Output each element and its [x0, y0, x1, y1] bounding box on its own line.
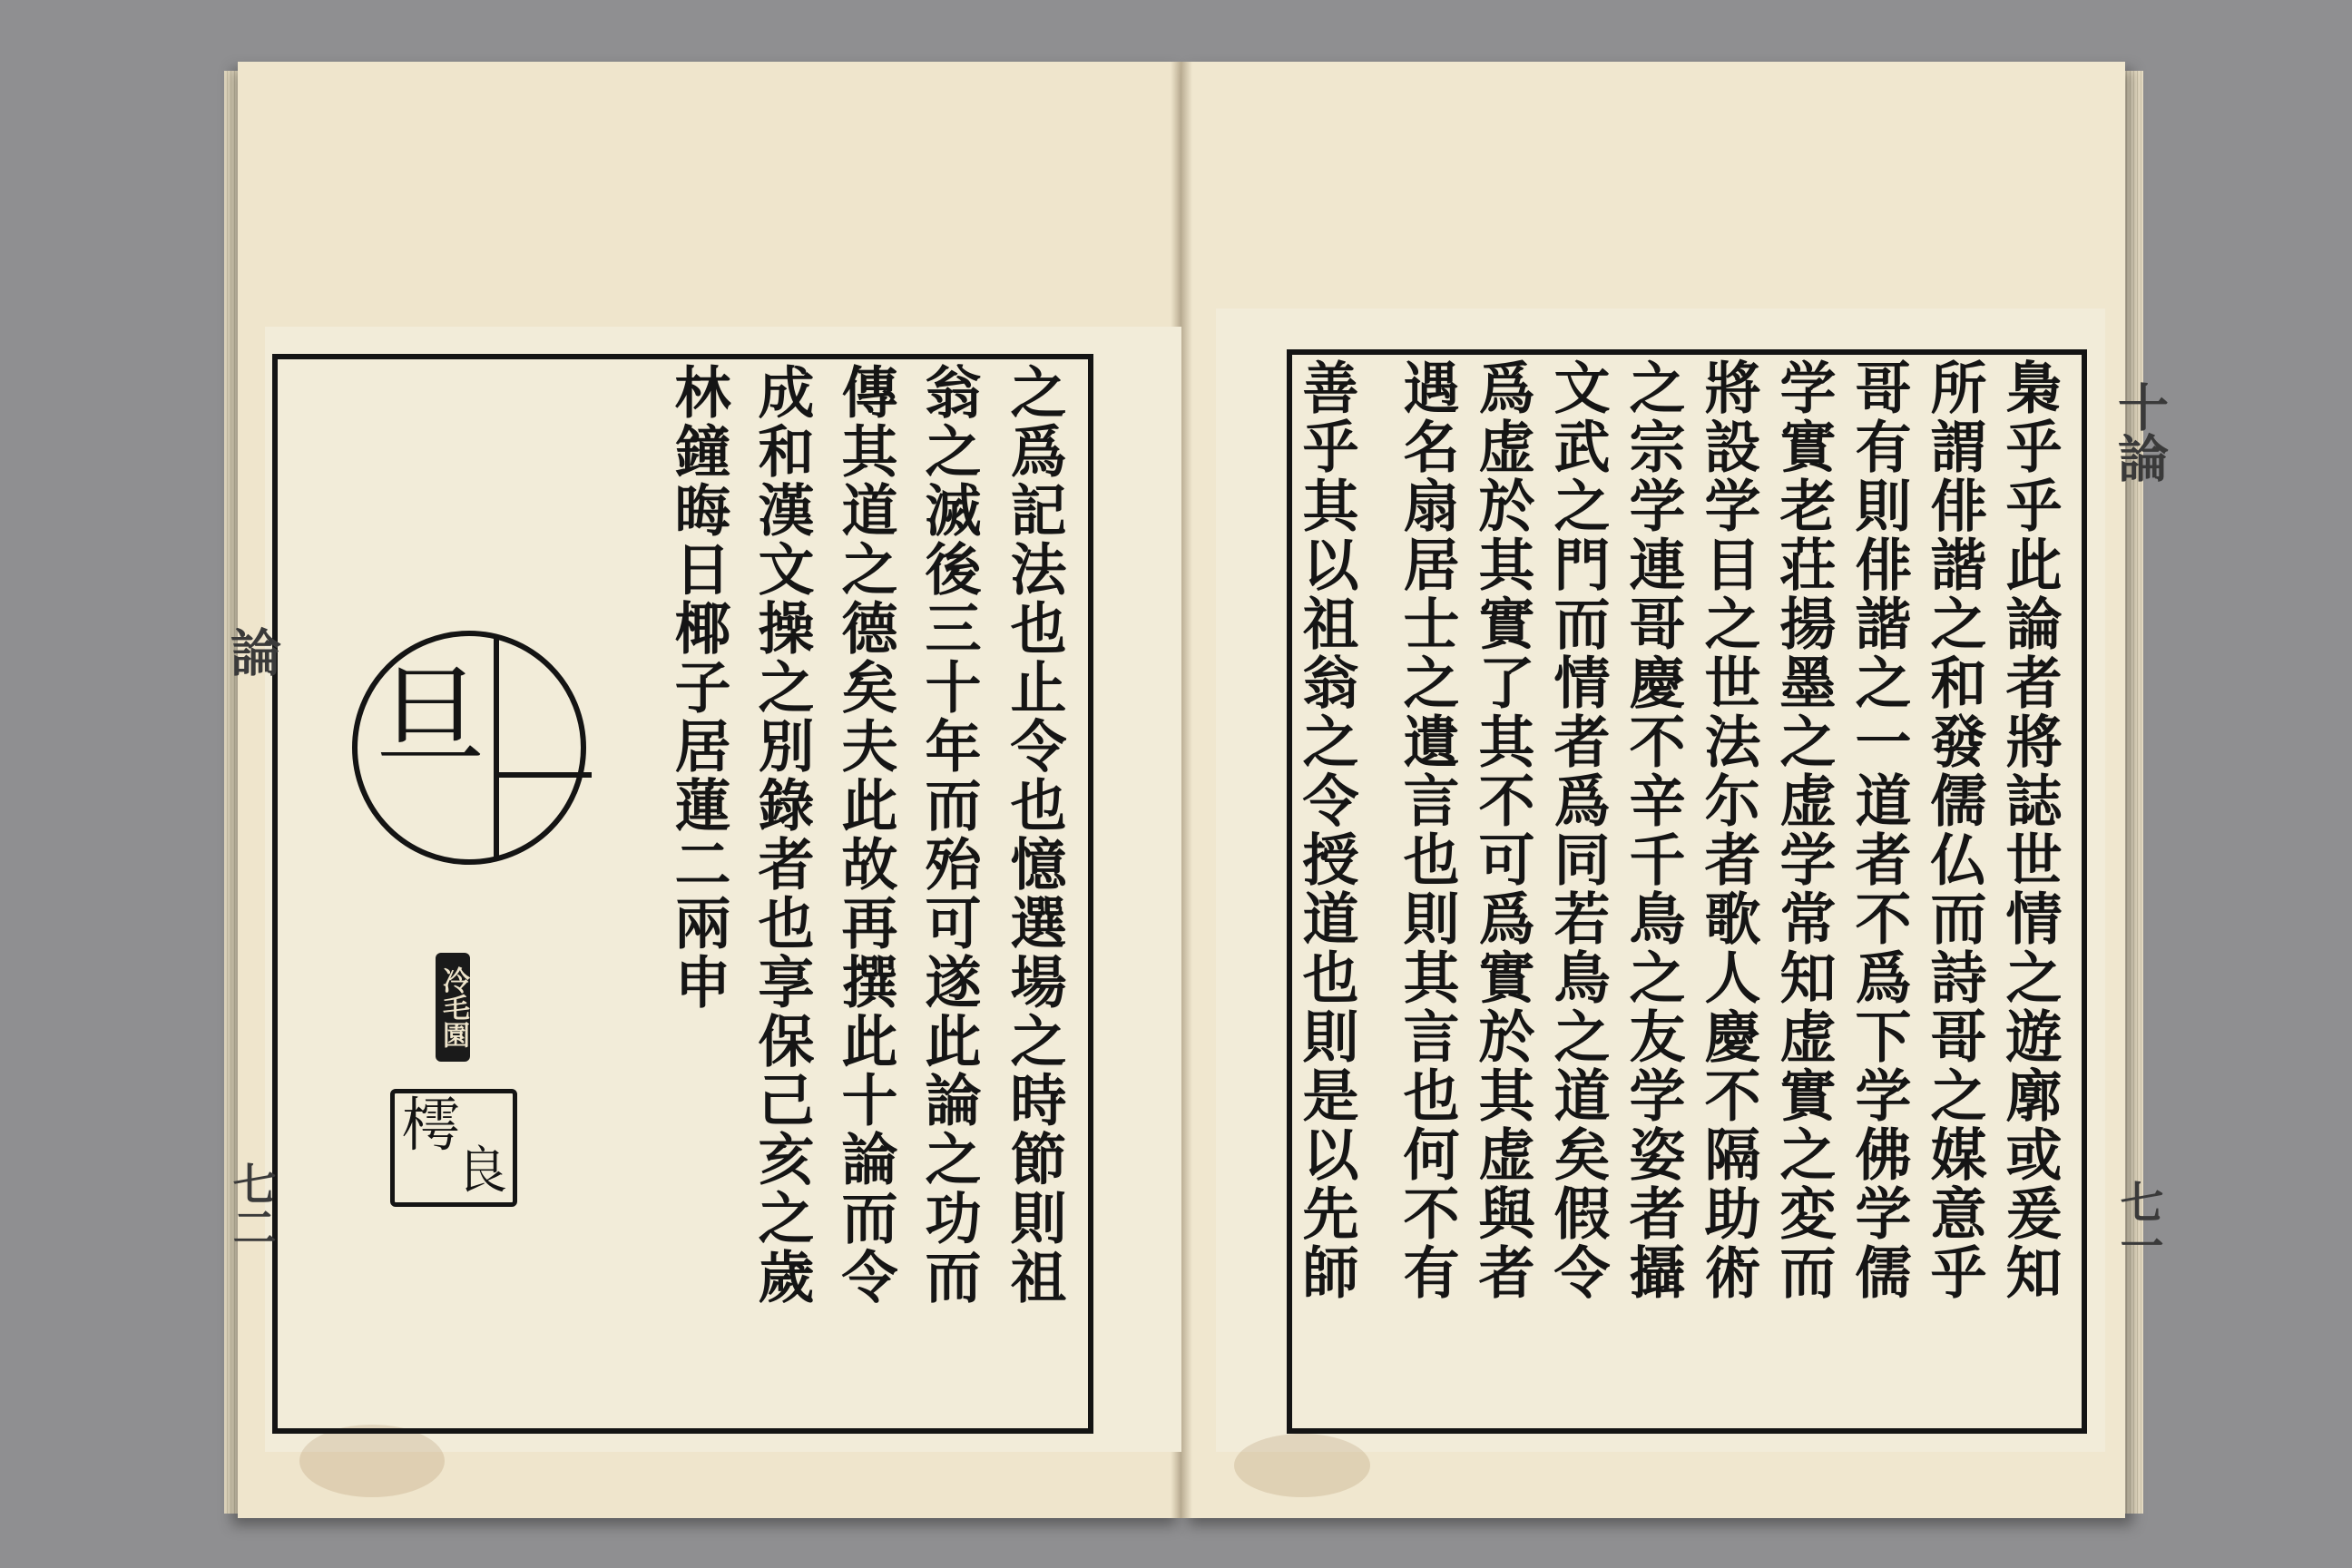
- right-text-column-2: 所謂俳諧之和發儒仏而詩哥之媒意乎: [1921, 358, 1987, 1302]
- seal-square-glyph: 樗: [402, 1093, 460, 1160]
- stain: [1234, 1434, 1370, 1497]
- right-text-column-4: 学實老荘揚墨之虚学常知虚實之変而: [1770, 358, 1837, 1302]
- right-text-column-9: 遇名扇居士之遺言也則其言也何不有: [1394, 358, 1460, 1302]
- right-text-column-10: 善乎其以祖翁之令授道也則是以先師: [1293, 358, 1359, 1302]
- right-margin-title: 十論: [2110, 381, 2170, 483]
- left-text-column-4: 成和漢文操之別錄者也享保己亥之歲: [749, 363, 815, 1307]
- right-text-column-3: 哥有則俳諧之一道者不爲下学佛学儒: [1846, 358, 1912, 1302]
- left-margin-title: 論: [222, 626, 282, 677]
- right-text-column-6: 之宗学連哥慶不辛千鳥之友学姿者攝: [1620, 358, 1686, 1302]
- round-seal: [352, 631, 586, 865]
- right-folio-number: 七一: [2112, 1180, 2163, 1267]
- right-text-column-1: 梟乎乎此論者將誌世情之遊廓或爰知: [1996, 358, 2063, 1302]
- left-text-column-2: 翁之滅後三十年而殆可遂此論之功而: [916, 363, 982, 1307]
- seal-line: [494, 772, 592, 778]
- left-text-column-3: 傳其道之德矣夫此故再撰此十論而令: [832, 363, 898, 1307]
- right-text-column-7: 文武之門而情者爲同若鳥之道矣假令: [1544, 358, 1611, 1302]
- stain: [299, 1425, 445, 1497]
- left-folio-number: 七二: [225, 1161, 276, 1249]
- seal-square-glyph: 良: [456, 1142, 507, 1200]
- left-text-column-1: 之爲記法也止令也憶選場之時節則祖: [1001, 363, 1067, 1307]
- left-text-column-5: 林鐘晦日椰子居蓮二兩申: [665, 363, 731, 1012]
- seal-round-glyph: 旦: [376, 654, 485, 780]
- right-page-edges: [2123, 71, 2143, 1514]
- seal-line: [494, 636, 499, 859]
- square-seal: [390, 1089, 517, 1207]
- right-text-column-5: 將設学目之世法尓者歌人慶不隔助術: [1695, 358, 1761, 1302]
- right-text-column-8: 爲虚於其實了其不可爲實於其虚與者: [1469, 358, 1535, 1302]
- small-seal: 冷毛園: [436, 953, 470, 1062]
